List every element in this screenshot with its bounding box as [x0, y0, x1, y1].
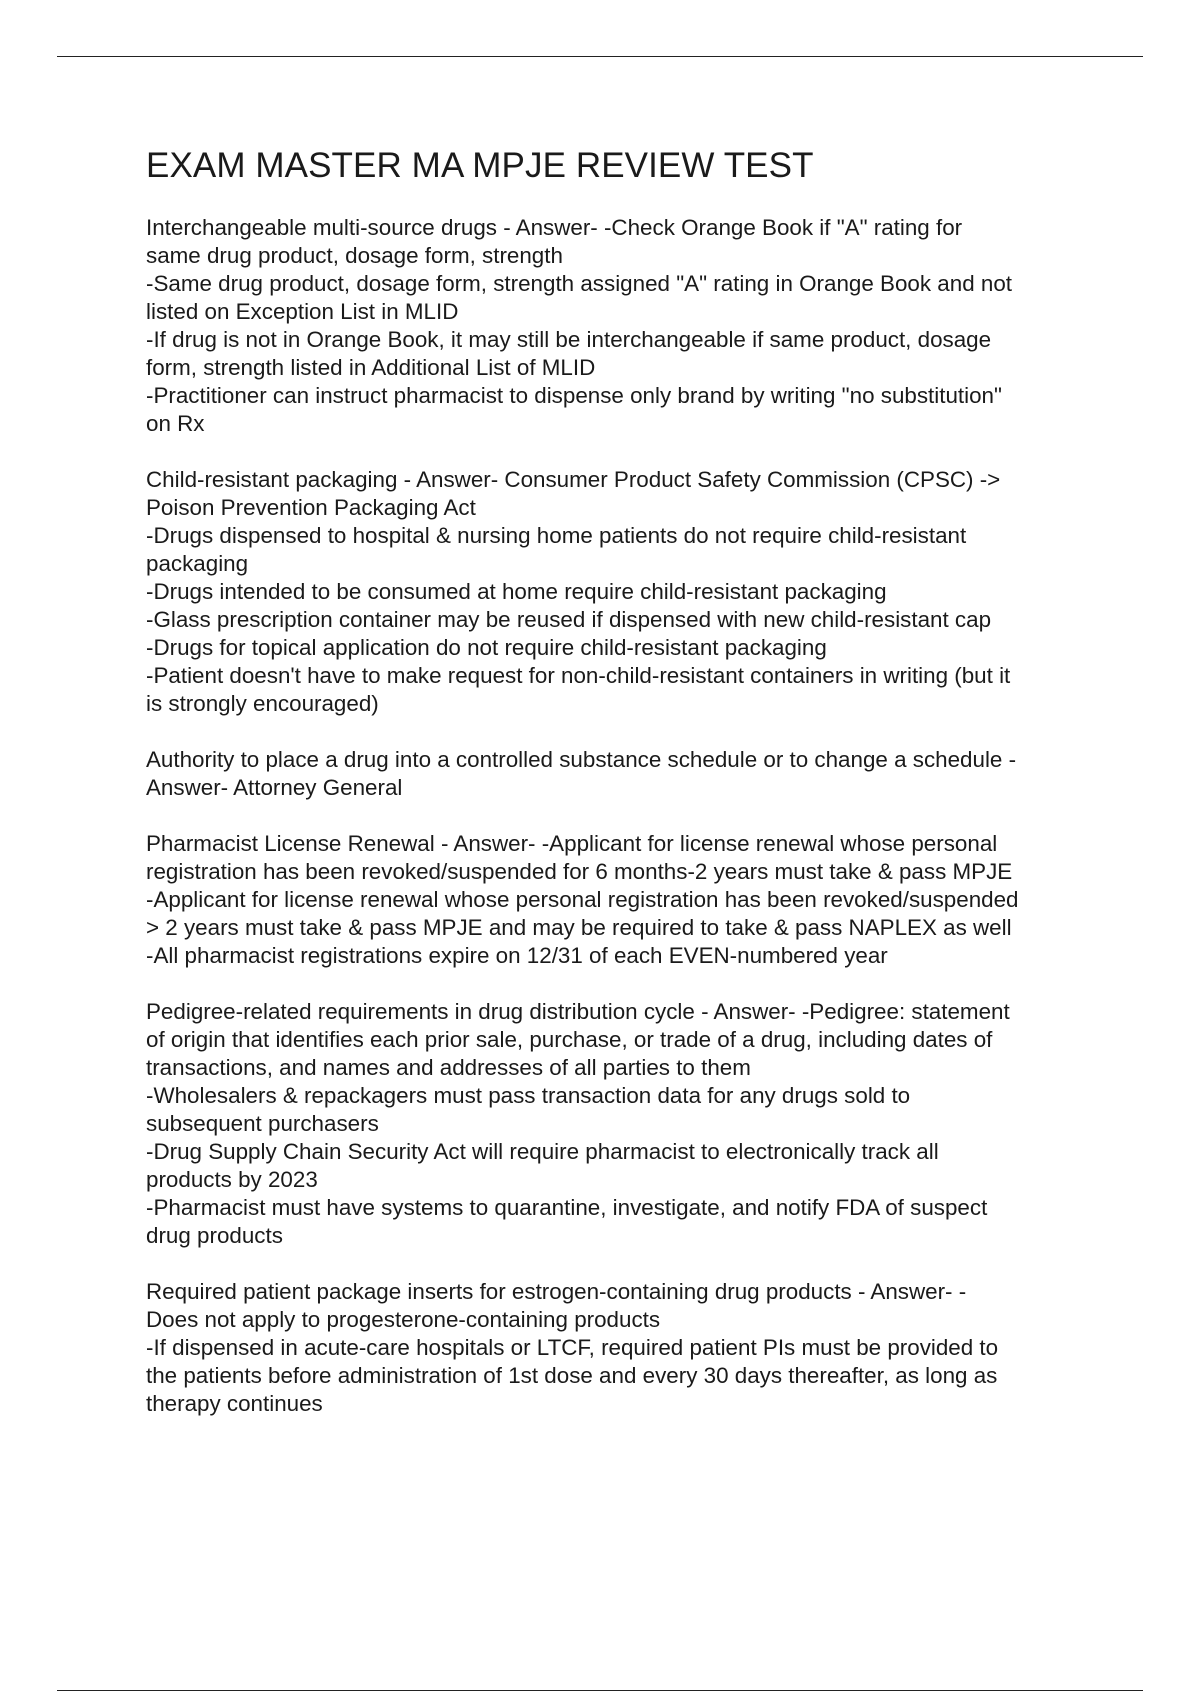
qa-text-line: -Drugs dispensed to hospital & nursing home patients do not require child-resistant: [146, 523, 967, 548]
qa-entry: [146, 998, 1106, 1250]
qa-text-line: > 2 years must take & pass MPJE and may be required to take & pass NAPLEX as well: [146, 915, 1012, 940]
qa-text-line: same drug product, dosage form, strength: [146, 243, 563, 268]
qa-text-line: Pharmacist License Renewal - Answer- -Applicant for license renewal whose personal: [146, 831, 998, 856]
qa-text-line: is strongly encouraged): [146, 691, 379, 716]
qa-text-line: -Drugs intended to be consumed at home require child-resistant packaging: [146, 579, 887, 604]
qa-text-line: -Wholesalers & repackagers must pass transaction data for any drugs sold to: [146, 1083, 911, 1108]
qa-text-line: -Drug Supply Chain Security Act will require pharmacist to electronically track all: [146, 1139, 939, 1164]
top-divider: [57, 56, 1143, 57]
qa-text-line: on Rx: [146, 411, 205, 436]
qa-text-line: registration has been revoked/suspended for 6 months-2 years must take & pass MPJE: [146, 859, 1013, 884]
qa-text-line: -Practitioner can instruct pharmacist to dispense only brand by writing "no substitution": [146, 383, 1002, 408]
qa-list: [146, 214, 1106, 1418]
qa-entry: [146, 746, 1106, 802]
qa-text-line: Child-resistant packaging - Answer- Consumer Product Safety Commission (CPSC) ->: [146, 467, 1001, 492]
qa-text-line: Answer- Attorney General: [146, 775, 403, 800]
qa-text-line: Authority to place a drug into a controlled substance schedule or to change a schedule -: [146, 747, 1017, 772]
document-body: [146, 142, 1106, 1446]
qa-text-line: -Glass prescription container may be reused if dispensed with new child-resistant cap: [146, 607, 992, 632]
qa-text-line: -Drugs for topical application do not require child-resistant packaging: [146, 635, 827, 660]
qa-text-line: Interchangeable multi-source drugs - Answer- -Check Orange Book if "A" rating for: [146, 215, 963, 240]
qa-text-line: -Same drug product, dosage form, strength assigned "A" rating in Orange Book and not: [146, 271, 1012, 296]
qa-text-line: listed on Exception List in MLID: [146, 299, 459, 324]
qa-text-line: packaging: [146, 551, 249, 576]
document-title: EXAM MASTER MA MPJE REVIEW TEST: [146, 146, 814, 185]
qa-text-line: -Pharmacist must have systems to quarantine, investigate, and notify FDA of suspect: [146, 1195, 988, 1220]
qa-text-line: Does not apply to progesterone-containing products: [146, 1307, 661, 1332]
qa-text-line: therapy continues: [146, 1391, 323, 1416]
bottom-divider: [57, 1690, 1143, 1691]
qa-entry: [146, 830, 1106, 970]
qa-text-line: form, strength listed in Additional List of MLID: [146, 355, 596, 380]
qa-entry: [146, 466, 1106, 718]
qa-text-line: Pedigree-related requirements in drug distribution cycle - Answer- -Pedigree: statement: [146, 999, 1010, 1024]
qa-text-line: -If dispensed in acute-care hospitals or LTCF, required patient PIs must be provided to: [146, 1335, 999, 1360]
qa-text-line: transactions, and names and addresses of all parties to them: [146, 1055, 751, 1080]
qa-text-line: subsequent purchasers: [146, 1111, 379, 1136]
qa-text-line: -Applicant for license renewal whose personal registration has been revoked/suspended: [146, 887, 1019, 912]
qa-text-line: Poison Prevention Packaging Act: [146, 495, 476, 520]
qa-text-line: drug products: [146, 1223, 283, 1248]
qa-text-line: -Patient doesn't have to make request for non-child-resistant containers in writing (but it: [146, 663, 1011, 688]
qa-entry: [146, 1278, 1106, 1418]
qa-text-line: products by 2023: [146, 1167, 318, 1192]
qa-text-line: -If drug is not in Orange Book, it may still be interchangeable if same product, dosage: [146, 327, 992, 352]
qa-text-line: -All pharmacist registrations expire on 12/31 of each EVEN-numbered year: [146, 943, 888, 968]
qa-entry: [146, 214, 1106, 438]
qa-text-line: the patients before administration of 1st dose and every 30 days thereafter, as long as: [146, 1363, 998, 1388]
qa-text-line: Required patient package inserts for estrogen-containing drug products - Answer- -: [146, 1279, 967, 1304]
qa-text-line: of origin that identifies each prior sale, purchase, or trade of a drug, including dates of: [146, 1027, 993, 1052]
